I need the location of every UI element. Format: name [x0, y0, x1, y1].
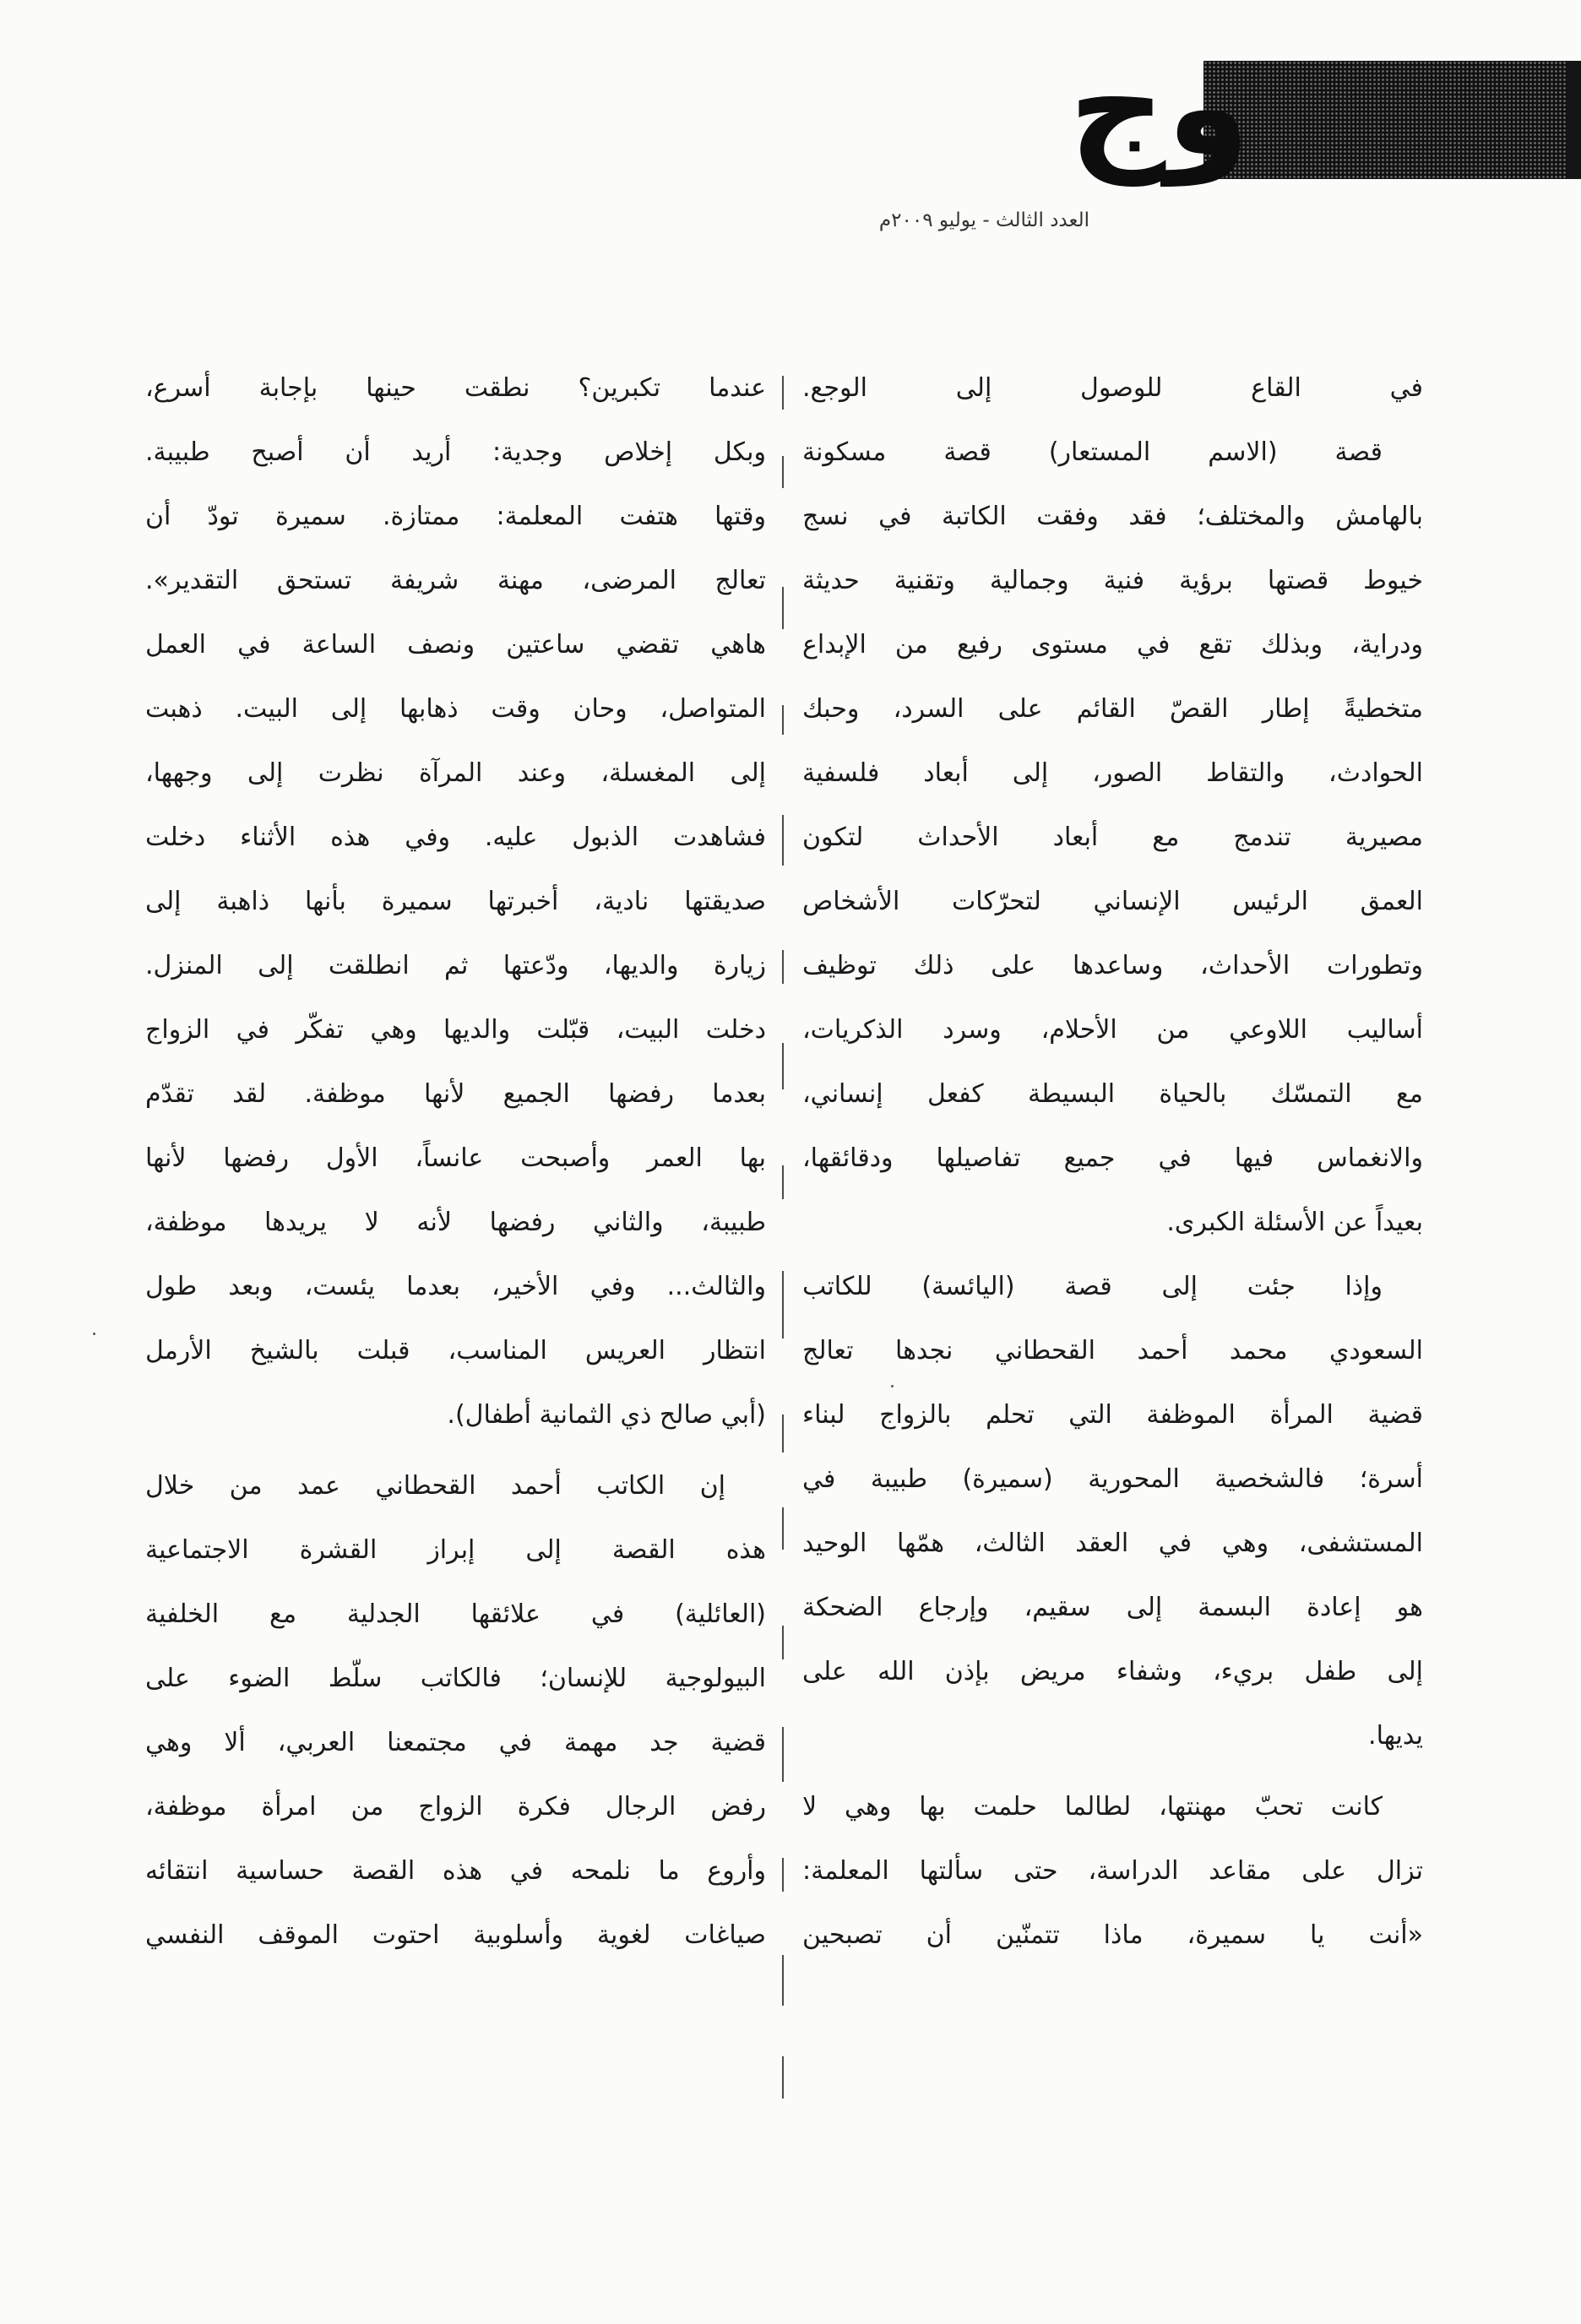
text-line: والثالث... وفي الأخير، بعدما يئست، وبعد طول: [145, 1272, 766, 1301]
text-line: خيوط قصتها برؤية فنية وجمالية وتقنية حديثة: [802, 566, 1423, 595]
text-line: إلى طفل بريء، وشفاء مريض بإذن الله على: [802, 1657, 1423, 1686]
text-line: وإذا جئت إلى قصة (اليائسة) للكاتب: [802, 1272, 1383, 1301]
text-line: العمق الرئيس الإنساني لتحرّكات الأشخاص: [802, 887, 1423, 916]
text-line: قصة (الاسم المستعار) قصة مسكونة: [802, 437, 1383, 467]
text-line: إلى المغسلة، وعند المرآة نظرت إلى وجهها،: [145, 758, 766, 788]
masthead-band: [1203, 61, 1567, 179]
text-line: بعدما رفضها الجميع لأنها موظفة. لقد تقدّم: [145, 1079, 766, 1109]
scan-speck: [93, 1333, 95, 1335]
text-line: رفض الرجال فكرة الزواج من امرأة موظفة،: [145, 1792, 766, 1822]
text-line: في القاع للوصول إلى الوجع.: [802, 373, 1423, 403]
text-line: عندما تكبرين؟ نطقت حينها بإجابة أسرع،: [145, 373, 766, 403]
text-line: زيارة والديها، ودّعتها ثم انطلقت إلى المنزل.: [145, 951, 766, 980]
text-line: وقتها هتفت المعلمة: ممتازة. سميرة تودّ أن: [145, 502, 766, 531]
text-line: بها العمر وأصبحت عانساً، الأول رفضها لأنها: [145, 1143, 766, 1173]
text-line: كانت تحبّ مهنتها، لطالما حلمت بها وهي لا: [802, 1792, 1383, 1822]
text-line: تزال على مقاعد الدراسة، حتى سألتها المعلمة:: [802, 1856, 1423, 1886]
text-line: هذه القصة إلى إبراز القشرة الاجتماعية: [145, 1535, 766, 1565]
text-line: بالهامش والمختلف؛ فقد وفقت الكاتبة في نسج: [802, 502, 1423, 531]
text-line: أسرة؛ فالشخصية المحورية (سميرة) طبيبة في: [802, 1464, 1423, 1494]
text-line: المستشفى، وهي في العقد الثالث، همّها الوحيد: [802, 1529, 1423, 1558]
text-line: صياغات لغوية وأسلوبية احتوت الموقف النفسي: [145, 1920, 766, 1950]
text-line: إن الكاتب أحمد القحطاني عمد من خلال: [145, 1471, 725, 1501]
text-line: البيولوجية للإنسان؛ فالكاتب سلّط الضوء على: [145, 1664, 766, 1693]
text-line: قضية جد مهمة في مجتمعنا العربي، ألا وهي: [145, 1728, 766, 1757]
text-line: بعيداً عن الأسئلة الكبرى.: [1166, 1208, 1423, 1237]
text-line: قضية المرأة الموظفة التي تحلم بالزواج لبناء: [802, 1400, 1423, 1430]
text-line: دخلت البيت، قبّلت والديها وهي تفكّر في الزواج: [145, 1015, 766, 1045]
text-line: المتواصل، وحان وقت ذهابها إلى البيت. ذهبت: [145, 694, 766, 724]
text-line: «أنت يا سميرة، ماذا تتمنّين أن تصبحين: [802, 1920, 1423, 1950]
magazine-logo: وج: [1068, 28, 1250, 186]
text-line: مصيرية تندمج مع أبعاد الأحداث لتكون: [802, 823, 1423, 852]
text-line: أساليب اللاوعي من الأحلام، وسرد الذكريات،: [802, 1015, 1423, 1045]
text-line: وتطورات الأحداث، وساعدها على ذلك توظيف: [802, 951, 1423, 980]
text-line: طبيبة، والثاني رفضها لأنه لا يريدها موظفة،: [145, 1208, 766, 1237]
text-line: وأروع ما نلمحه في هذه القصة حساسية انتقائه: [145, 1856, 766, 1886]
text-line: الحوادث، والتقاط الصور، إلى أبعاد فلسفية: [802, 758, 1423, 788]
text-line: والانغماس فيها في جميع تفاصيلها ودقائقها،: [802, 1143, 1423, 1173]
text-line: هاهي تقضي ساعتين ونصف الساعة في العمل: [145, 630, 766, 660]
masthead-edge: [1567, 61, 1581, 179]
text-line: صديقتها نادية، أخبرتها سميرة بأنها ذاهبة إلى: [145, 887, 766, 916]
text-line: يديها.: [1368, 1721, 1423, 1751]
article-column-left: [145, 356, 766, 1968]
text-line: تعالج المرضى، مهنة شريفة تستحق التقدير».: [145, 566, 766, 595]
scan-speck: [891, 1385, 894, 1387]
text-line: وبكل إخلاص وجدية: أريد أن أصبح طبيبة.: [145, 437, 766, 467]
text-line: انتظار العريس المناسب، قبلت بالشيخ الأرمل: [145, 1336, 766, 1366]
text-line: السعودي محمد أحمد القحطاني نجدها تعالج: [802, 1336, 1423, 1366]
issue-line: العدد الثالث - يوليو ٢٠٠٩م: [878, 209, 1089, 231]
text-line: فشاهدت الذبول عليه. وفي هذه الأثناء دخلت: [145, 823, 766, 852]
article-column-right: [802, 356, 1423, 1968]
text-line: هو إعادة البسمة إلى سقيم، وإرجاع الضحكة: [802, 1593, 1423, 1622]
text-line: متخطيةً إطار القصّ القائم على السرد، وحبك: [802, 694, 1423, 724]
text-line: (العائلية) في علائقها الجدلية مع الخلفية: [145, 1599, 766, 1629]
text-line: مع التمسّك بالحياة البسيطة كفعل إنساني،: [802, 1079, 1423, 1109]
text-line: (أبي صالح ذي الثمانية أطفال).: [447, 1400, 766, 1430]
text-line: ودراية، وبذلك تقع في مستوى رفيع من الإبداع: [802, 630, 1423, 660]
